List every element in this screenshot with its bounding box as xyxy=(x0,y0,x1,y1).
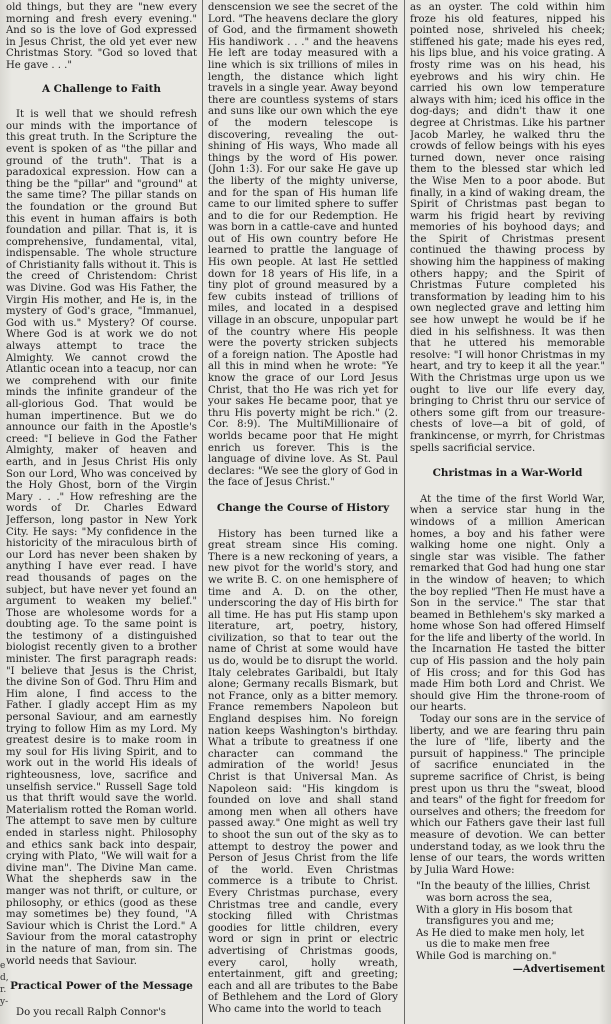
section-heading: Practical Power of the Message xyxy=(10,980,193,993)
paragraph: History has been turned like a great stream since His coming. There is a new reckoning of years, a new pivot for the world's story, and we write B. C. on one hemisphere of time and A. D. on the other, underscoring the day of His birth for all time. He has put His stamp upon literature, art, poetry, history, civilization, so that to tear out the name of Christ at some would have us do, would be to disrupt the world. Italy celebrates Garibaldi, but Italy alone; Germany recalls Bismark, but not France, only as a bitter memory. France remembers Napoleon but England despises him. No foreign nation keeps Washington's birthday. What a tribute to greatness if one character can command the admiration of the world! Jesus Christ is that Universal Man. As Napoleon said: "His kingdom is founded on love and shall stand among men when all others have passed away." One might as well try to shoot the sun out of the sky as to attempt to destroy the power and Person of Jesus Christ from the life of the world. Even Christmas commerce is a tribute to Christ. Every Christmas purchase, every Christmas tree and candle, every stocking filled with Christmas goodies for little children, every word or sign in print or electric advertising of Christmas goods, every carol, holly wreath, entertainment, gift and greeting; each and all are tributes to the Babe of Bethlehem and the Lord of Glory Who came into the world to teach xyxy=(208,528,398,1015)
column-rule xyxy=(404,0,405,1024)
margin-fragment: r. xyxy=(0,985,7,995)
poem-line: "In the beauty of the lillies, Christ xyxy=(416,881,590,893)
column-2 xyxy=(208,2,398,1024)
poem-line: As He died to make men holy, let xyxy=(416,927,585,939)
section-heading: Christmas in a War-World xyxy=(432,467,583,480)
paragraph: It is well that we should refresh our minds with the importance of this great truth. In the Scripture the event is spoken of as "the pillar and ground of the truth". That is a paradoxical expression. How can a thing be the "pillar" and "ground" at the same time? The pillar stands on the foundation or the ground But this event in human affairs is both foundation and pillar. That is, it is comprehensive, fundamental, vital, indispensable. The whole structure of Christianity falls without it. This is the creed of Christendom: Christ was Divine. God was His Father, the Virgin His mother, and He is, in the mystery of God's grace, "Immanuel, God with us." Mystery? Of course. Where God is at work we do not always attempt to trace the Almighty. We cannot crowd the Atlantic ocean into a teacup, nor can we comprehend with our finite minds the infinite grandeur of the all-glorious God. That would be human impertinence. But we do announce our faith in the Apostle's creed: "I believe in God the Father Almighty, maker of heaven and earth, and in Jesus Christ His only Son our Lord, Who was conceived by the Holy Ghost, born of the Virgin Mary . . ." How refreshing are the words of Dr. Charles Edward Jefferson, long pastor in New York City. He says: "My confidence in the historicity of the miraculous birth of our Lord has never been shaken by anything I have ever read. I have read thousands of pages on the subject, but have never yet found an argument to weaken my belief." Those are wholesome words for a doubting age. To the same point is the testimony of a distinguished biologist recently given to a brother minister. The first paragraph reads: "I believe that Jesus is the Christ, the divine Son of God. Thru Him and Him alone, I find access to the Father. I gladly accept Him as my personal Saviour, and am earnestly trying to follow Him as my Lord. My greatest desire is to make room in my soul for His living Spirit, and to work out in the world His ideals of righteousness, love, sacrifice and unselfish service." Russell Sage told us that thrift would save the world. Materialism rotted the Roman world. The attempt to save men by culture ended in starless night. Philosophy and ethics sank back into despair, crying with Plato, "We will wait for a divine man". The Divine Man came. What the shepherds saw in the manger was not thrift, or culture, or philosophy, or ethics (good as these may sometimes be) they found, "A Saviour which is Christ the Lord." A Saviour from the moral catastrophy in the nature of man, from sin. The world needs that Saviour. xyxy=(6,109,197,967)
section-heading: A Challenge to Faith xyxy=(42,82,161,95)
margin-fragment: e xyxy=(0,961,6,971)
paragraph: as an oyster. The cold within him froze his old features, nipped his pointed nose, shriveled his cheek; stiffened his gate; made his eyes red, his lips blue, and his voice grating. A frosty rime was on his head, his eyebrows and his wiry chin. He carried his own low temperature always with him; iced his office in the dog-days; and didn't thaw it one degree at Christmas. Like his partner Jacob Marley, he walked thru the crowds of fellow beings with his eyes turned down, never once raising them to the blessed star which led the Wise Men to a poor abode. But finally, in a kind of waking dream, the Spirit of Christmas past began to warm his frigid heart by reviving memories of his boyhood days; and the Spirit of Christmas present continued the thawing process by showing him the happiness of making others happy; and the Spirit of Christmas Future completed his transformation by leading him to his own neglected grave and letting him see how unwept he would be if he died in his selfishness. It was then that he uttered his memorable resolve: "I will honor Christmas in my heart, and try to keep it all the year." With the Christmas urge upon us we ought to live our life every day, bringing to Christ thru our service of others some gift from our treasure-chests of love—a bit of gold, of frankincense, or myrrh, for Christmas spells sacrificial service. xyxy=(410,2,605,454)
column-1 xyxy=(6,2,197,1024)
paragraph: At the time of the first World War, when a service star hung in the windows of a million American homes, a boy and his father were walking home one night. Only a single star was visible. The father remarked that God had hung one star in the window of heaven; to which the boy replied "Then He must have a Son in the service." The star that beamed in Bethlehem's sky marked a home whose Son had offered Himself for the life and liberty of the world. In the Incarnation He tasted the bitter cup of His passion and the holy pain of His cross; and for this God has made Him both Lord and Christ. We should give Him the throne-room of our hearts. xyxy=(410,493,605,714)
poem-line: was born across the sea, xyxy=(426,892,553,904)
advertisement-label: —Advertisement xyxy=(512,963,605,975)
margin-fragment: y- xyxy=(0,997,9,1007)
poem-quote xyxy=(416,881,605,962)
section-heading: Change the Course of History xyxy=(216,501,390,514)
paragraph: Do you recall Ralph Connor's xyxy=(16,1006,166,1018)
poem-line: us die to make men free xyxy=(426,939,550,951)
poem-line: transfigures you and me; xyxy=(426,916,555,928)
paragraph: old things, but they are "new every morning and fresh every evening." And so is the love of God expressed in Jesus Christ, the old yet ever new Christmas Story. "God so loved that He gave . . ." xyxy=(6,2,197,71)
paragraph: denscension we see the secret of the Lord. "The heavens declare the glory of God, and the firmament showeth His handiwork . . ." and the heavens He left are today measured with a line which is six trillions of miles in length, the distance which light travels in a single year. Away beyond there are countless systems of stars and suns like our own which the eye of the modern telescope is discovering, revealing the out-shining of His ways, Who made all things by the word of His power. (John 1:3). For our sake He gave up the liberty of the mighty universe, and for the span of His human life came to our limited sphere to suffer and to die for our Redemption. He was born in a cattle-cave and hunted out of His own country before He learned to prattle the language of His own people. At last He settled down for 18 years of His life, in a tiny plot of ground measured by a few cubits instead of trillions of miles, and located in a despised village in an obscure, unpopular part of the country where His people were the poverty stricken subjects of a foreign nation. The Apostle had all this in mind when he wrote: "Ye know the grace of our Lord Jesus Christ, that tho He was rich yet for your sakes He became poor, that ye thru His poverty might be rich." (2. Cor. 8:9). The MultiMillionaire of worlds became poor that He might enrich us forever. This is the language of divine love. As St. Paul declares: "We see the glory of God in the face of Jesus Christ." xyxy=(208,2,398,489)
margin-fragment: d, xyxy=(0,973,9,983)
column-3 xyxy=(410,2,605,1024)
paragraph: Today our sons are in the service of liberty, and we are fearing thru pain the lure of "life, liberty and the pursuit of happiness." The principle of sacrifice enunciated in the supreme sacrifice of Christ, is being prest upon us thru the "sweat, blood and tears" of the fight for freedom for ourselves and others; the freedom for which our Fathers gave their last full measure of devotion. We can better understand today, as we look thru the lense of our tears, the words written by Julia Ward Howe: xyxy=(410,714,605,876)
left-margin-fragments xyxy=(0,960,9,1008)
poem-line: With a glory in His bosom that xyxy=(416,904,573,916)
column-rule xyxy=(202,0,203,1024)
poem-line: While God is marching on." xyxy=(416,950,557,962)
